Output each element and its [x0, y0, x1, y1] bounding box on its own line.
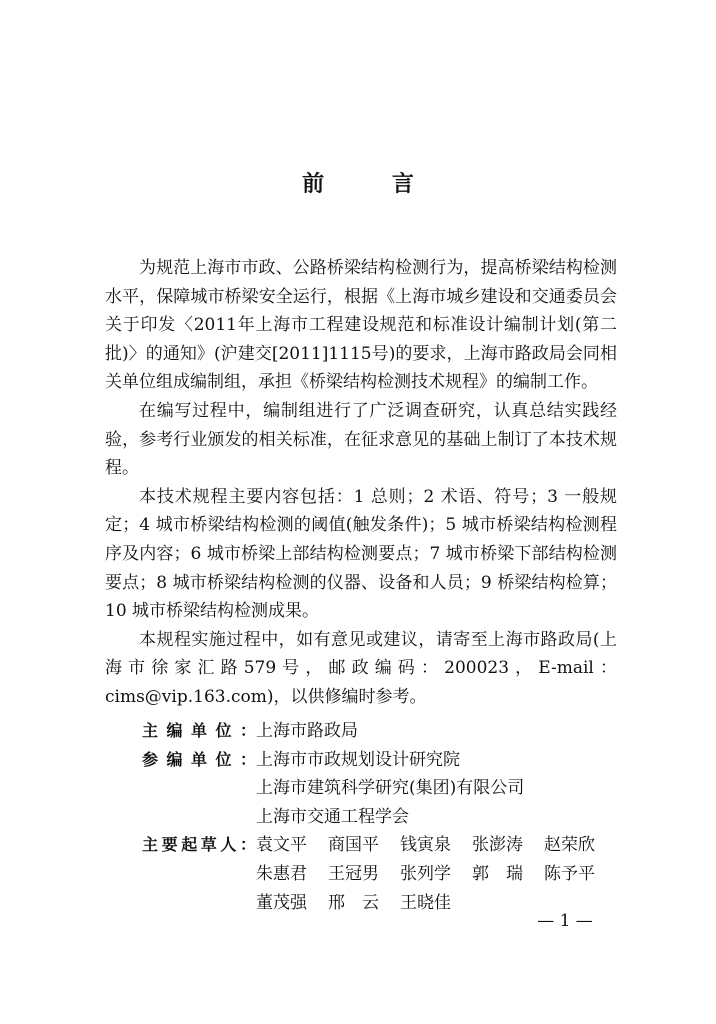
drafter-line-2	[256, 860, 632, 889]
drafter-name: 王冠男	[328, 863, 379, 884]
chief-unit-values	[256, 717, 632, 746]
paragraph-purpose: 为规范上海市市政、公路桥梁结构检测行为，提高桥梁结构检测水平，保障城市桥梁安全运行，根据《上海市城乡建设和交通委员会关于印发〈2011年上海市工程建设规范和标准设计编制计划(第二批)〉的通知》(沪建交[2011]1115号)的要求，上海市路政局会同相关单位组成编制组，承担《桥梁结构检测技术规程》的编制工作。	[105, 258, 617, 393]
participating-units-label: 参编单位：	[142, 749, 256, 769]
chief-unit-row	[142, 717, 632, 746]
chief-unit-name: 上海市路政局	[256, 721, 358, 741]
drafter-name: 朱惠君	[256, 863, 307, 884]
participating-units-list	[256, 746, 632, 832]
paragraph-compilation: 在编写过程中，编制组进行了广泛调查研究，认真总结实践经验，参考行业颁发的相关标准，在征求意见的基础上制订了本技术规程。	[105, 400, 617, 479]
drafters-list	[256, 831, 632, 917]
credits-section	[142, 717, 632, 917]
participating-unit: 上海市建筑科学研究(集团)有限公司	[256, 778, 525, 799]
drafter-name: 袁文平	[256, 835, 307, 856]
preface-body	[105, 254, 617, 712]
drafter-name: 董茂强	[256, 892, 307, 913]
drafter-name: 赵荣欣	[544, 835, 595, 856]
chief-unit-label: 主编单位：	[142, 721, 256, 740]
drafters-label: 主要起草人：	[142, 835, 256, 855]
participating-unit: 上海市市政规划设计研究院	[256, 749, 460, 770]
participating-unit: 上海市交通工程学会	[256, 806, 409, 827]
drafter-name: 钱寅泉	[400, 835, 451, 856]
participating-units-row	[142, 746, 632, 832]
page-number: — 1 —	[537, 911, 593, 931]
drafter-name: 张列学	[400, 863, 451, 884]
drafter-name: 陈予平	[544, 863, 595, 884]
drafter-name: 王晓佳	[400, 892, 451, 913]
drafter-line-1	[256, 831, 632, 860]
paragraph-feedback: 本规程实施过程中，如有意见或建议，请寄至上海市路政局(上海市徐家汇路579号，邮政编码：200023，E-mail：cims@vip.163.com)，以供修编时参考。	[105, 629, 617, 707]
drafter-name: 商国平	[328, 835, 379, 856]
drafter-name: 郭 瑞	[472, 863, 523, 884]
drafter-name: 邢 云	[328, 892, 379, 913]
drafters-row	[142, 831, 632, 917]
page-title: 前 言	[302, 172, 444, 197]
drafter-name: 张澎涛	[472, 835, 523, 856]
paragraph-contents: 本技术规程主要内容包括：1 总则；2 术语、符号；3 一般规定；4 城市桥梁结构检测的阈值(触发条件)；5 城市桥梁结构检测程序及内容；6 城市桥梁上部结构检测要点；7 城市桥梁下部结构检测要点；8 城市桥梁结构检测的仪器、设备和人员；9 桥梁结构检算；10 城市桥梁结构检测成果。	[105, 486, 617, 622]
